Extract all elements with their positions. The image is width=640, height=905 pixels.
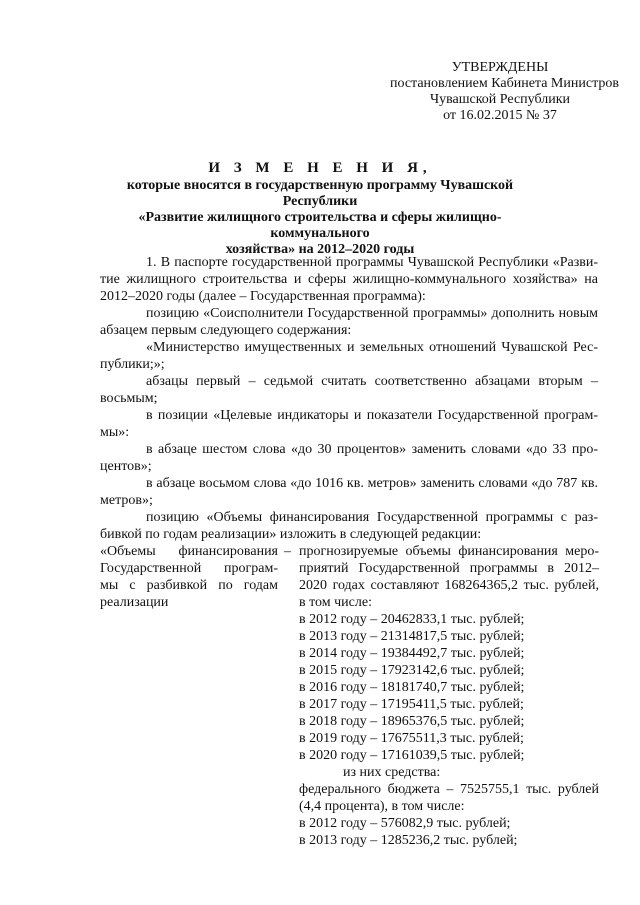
funding-value-line: в 2018 году – 18965376,5 тыс. рублей; bbox=[299, 714, 525, 729]
funding-label-line: «Объемы финансирования bbox=[100, 544, 278, 559]
body-line: абзацы первый – седьмой считать соответственно абзацами вторым – bbox=[146, 374, 598, 389]
body-line: мы»: bbox=[100, 425, 130, 440]
funding-value-line: в 2014 году – 19384492,7 тыс. рублей; bbox=[299, 646, 525, 661]
body-line: в позиции «Целевые индикаторы и показатели Государственной програм- bbox=[146, 408, 598, 423]
funding-value-line: прогнозируемые объемы финансирования меро- bbox=[299, 544, 599, 559]
body-line: 2012–2020 годы (далее – Государственная программа): bbox=[100, 289, 426, 304]
approval-line-1: постановлением Кабинета Министров bbox=[390, 76, 619, 91]
funding-value-line: в 2012 году – 20462833,1 тыс. рублей; bbox=[299, 612, 525, 627]
funding-value-line: в 2020 году – 17161039,5 тыс. рублей; bbox=[299, 748, 525, 763]
body-line: «Министерство имущественных и земельных отношений Чувашской Рес- bbox=[146, 340, 598, 355]
body-line: в абзаце восьмом слова «до 1016 кв. метров» заменить словами «до 787 кв. bbox=[146, 476, 598, 491]
funding-value-line: (4,4 процента), в том числе: bbox=[299, 799, 465, 814]
funding-label-line: реализации bbox=[100, 595, 169, 610]
approval-line-3: от 16.02.2015 № 37 bbox=[443, 108, 557, 123]
body-line: метров»; bbox=[100, 493, 153, 508]
approval-line-2: Чувашской Республики bbox=[429, 92, 571, 107]
heading-line-3: хозяйства» на 2012–2020 годы bbox=[225, 242, 415, 257]
body-line: абзацем первым следующего содержания: bbox=[100, 323, 352, 338]
document-heading bbox=[90, 158, 550, 258]
heading-line-2: «Развитие жилищного строительства и сферы жилищно-коммунального bbox=[138, 210, 502, 241]
body-line: публики;»; bbox=[100, 357, 165, 372]
body-line: в абзаце шестом слова «до 30 процентов» заменить словами «до 33 про- bbox=[146, 442, 598, 457]
funding-value-line: в 2013 году – 21314817,5 тыс. рублей; bbox=[299, 629, 525, 644]
funding-label-line: Государственной програм- bbox=[100, 561, 278, 576]
approval-title: УТВЕРЖДЕНЫ bbox=[451, 60, 549, 75]
funding-value-line: федерального бюджета – 7525755,1 тыс. рублей bbox=[299, 782, 599, 797]
funding-value-line: в 2013 году – 1285236,2 тыс. рублей; bbox=[299, 833, 518, 848]
funding-label-line: мы с разбивкой по годам bbox=[100, 578, 278, 593]
funding-value-line: из них средства: bbox=[343, 765, 441, 780]
funding-value-line: приятий Государственной программы в 2012– bbox=[299, 561, 599, 576]
body-line: позицию «Объемы финансирования Государственной программы с раз- bbox=[146, 510, 598, 525]
heading-title: И З М Е Н Е Н И Я, bbox=[208, 160, 432, 176]
funding-value-line: в 2015 году – 17923142,6 тыс. рублей; bbox=[299, 663, 525, 678]
table-dash: – bbox=[284, 544, 291, 559]
approval-stamp bbox=[390, 60, 619, 124]
body-line: 1. В паспорте государственной программы Чувашской Республики «Разви- bbox=[146, 255, 598, 270]
funding-value-line: 2020 годах составляют 168264365,2 тыс. рублей, bbox=[299, 578, 599, 593]
body-line: тие жилищного строительства и сферы жилищно-коммунального хозяйства» на bbox=[100, 272, 598, 287]
body-line: восьмым; bbox=[100, 391, 158, 406]
funding-value-line: в 2016 году – 18181740,7 тыс. рублей; bbox=[299, 680, 525, 695]
heading-line-1: которые вносятся в государственную программу Чувашской Республики bbox=[126, 178, 514, 209]
body-line: бивкой по годам реализации» изложить в следующей редакции: bbox=[100, 527, 482, 542]
funding-value-line: в 2019 году – 17675511,3 тыс. рублей; bbox=[299, 731, 524, 746]
body-line: центов»; bbox=[100, 459, 152, 474]
body-line: позицию «Соисполнители Государственной программы» дополнить новым bbox=[146, 306, 598, 321]
funding-value-line: в 2012 году – 576082,9 тыс. рублей; bbox=[299, 816, 511, 831]
funding-value-line: в том числе: bbox=[299, 595, 372, 610]
funding-value-line: в 2017 году – 17195411,5 тыс. рублей; bbox=[299, 697, 524, 712]
